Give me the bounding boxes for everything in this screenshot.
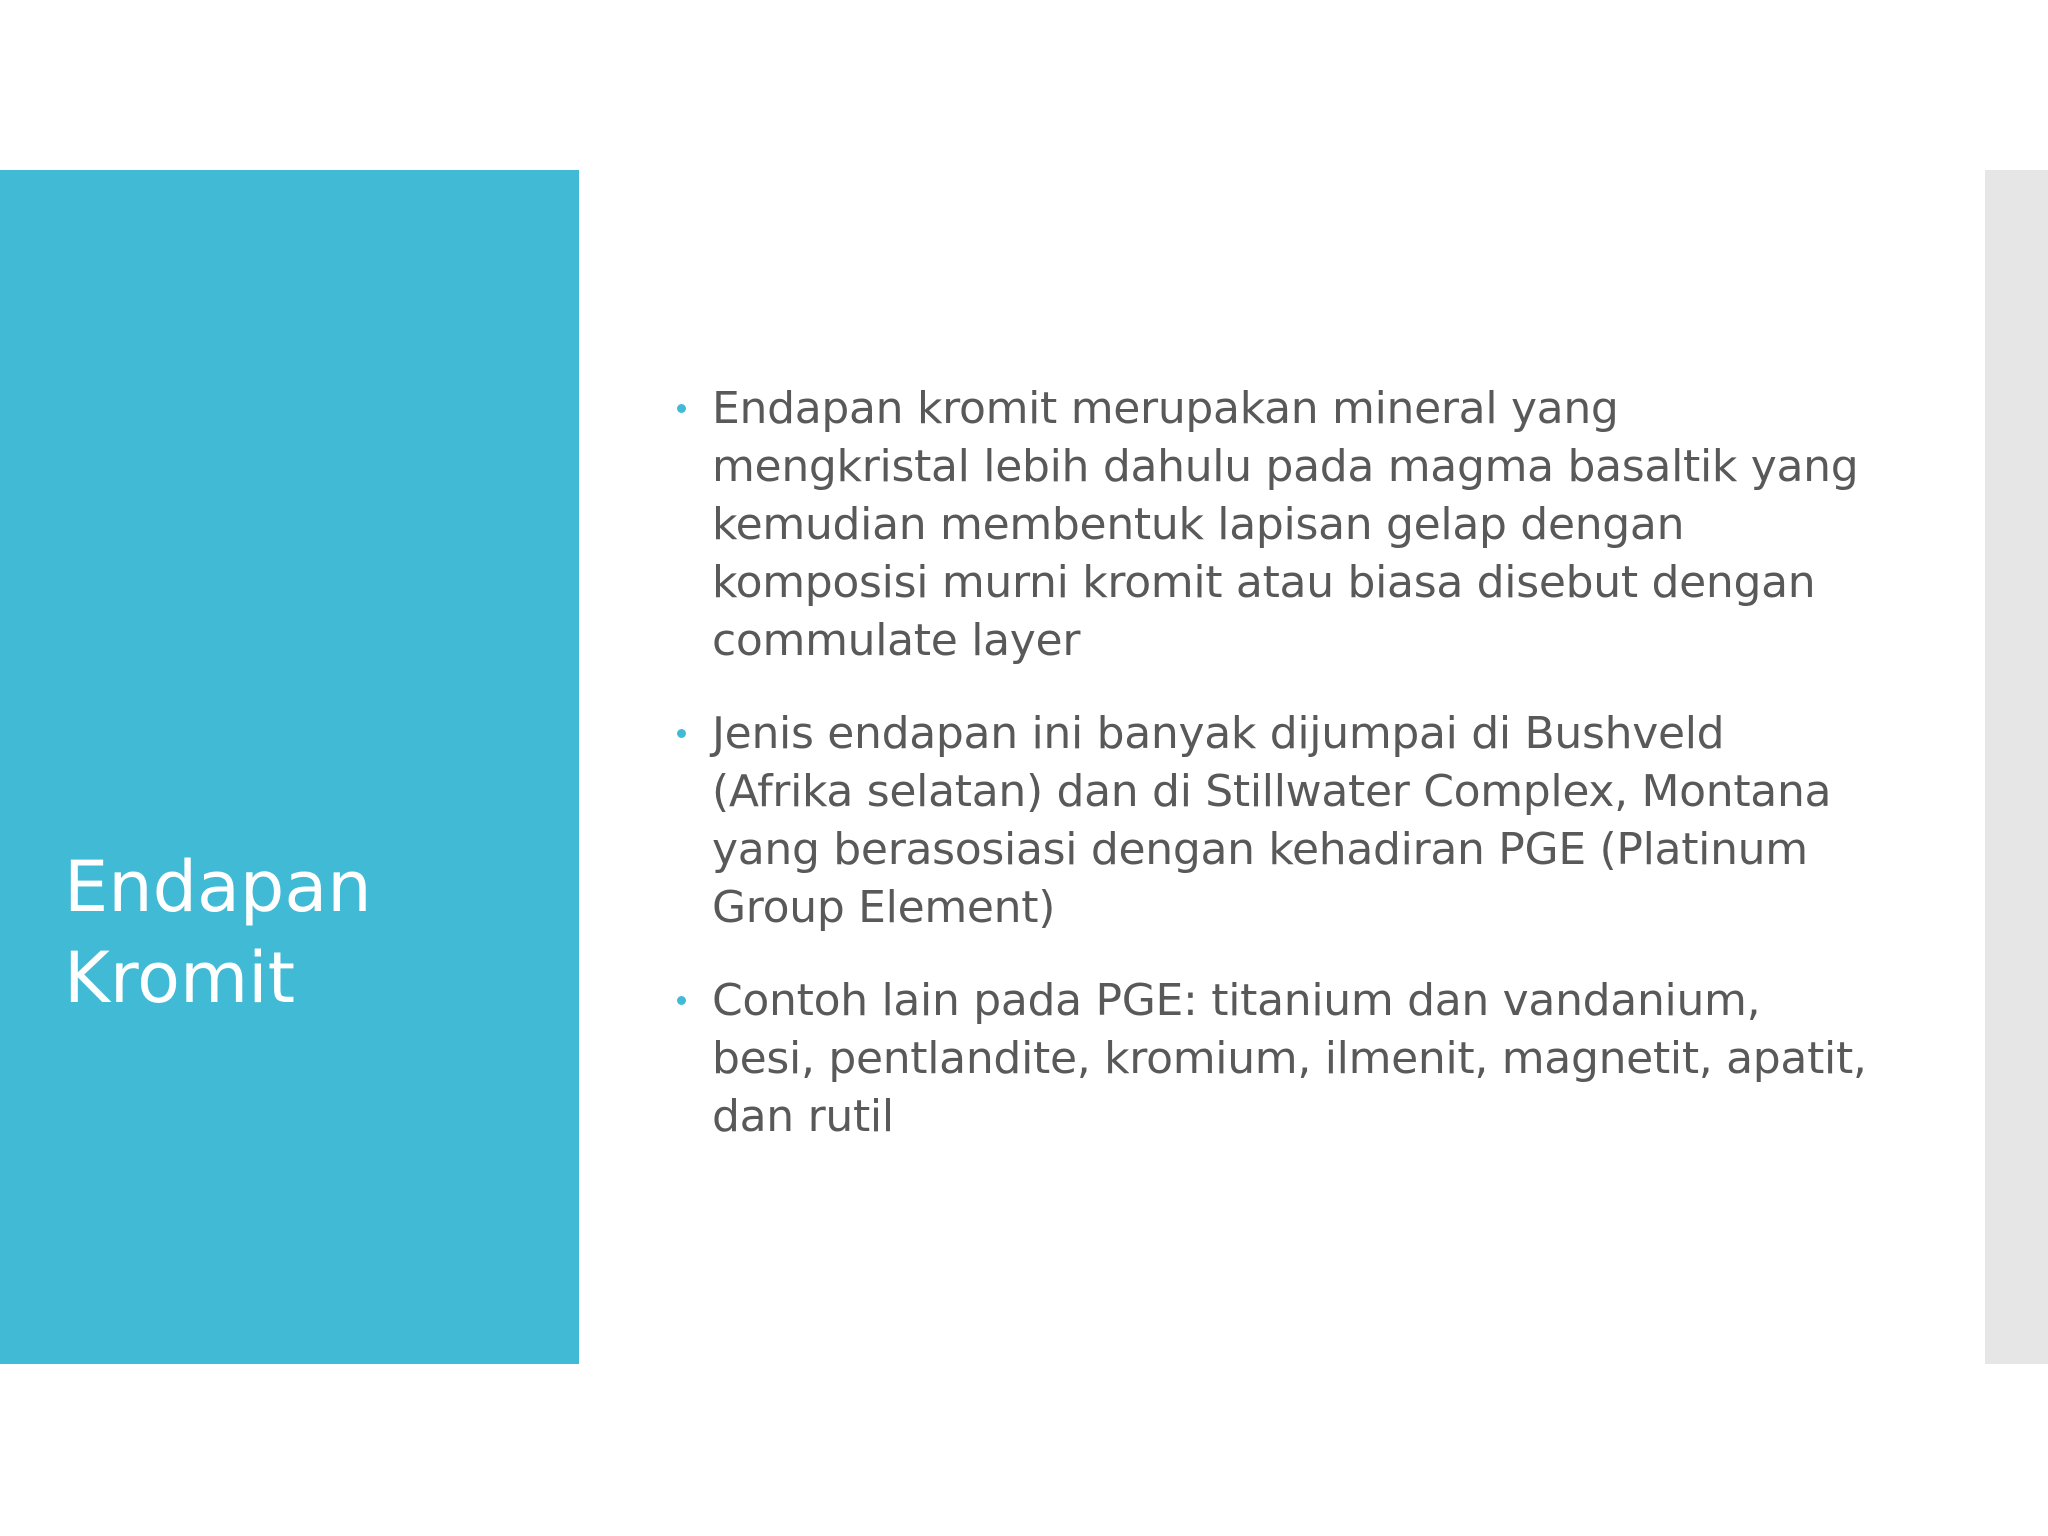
side-strip [1985, 170, 2048, 1364]
bullet-dot-icon [677, 996, 686, 1005]
bullet-item [672, 705, 1872, 937]
title-panel [0, 170, 579, 1364]
bullet-dot-icon [677, 729, 686, 738]
slide-title: Endapan Kromit [64, 846, 372, 1019]
bullet-item [672, 380, 1872, 670]
bullet-list [672, 380, 1872, 1181]
bullet-dot-icon [677, 404, 686, 413]
bullet-item [672, 972, 1872, 1146]
bullet-text: Jenis endapan ini banyak dijumpai di Bushveld (Afrika selatan) dan di Stillwater Complex, Montana yang berasosiasi dengan kehadiran PGE (Platinum Group Element) [712, 708, 1832, 933]
bullet-text: Endapan kromit merupakan mineral yang mengkristal lebih dahulu pada magma basaltik yang kemudian membentuk lapisan gelap dengan komposisi murni kromit atau biasa disebut dengan commulate layer [712, 383, 1859, 666]
bullet-text: Contoh lain pada PGE: titanium dan vandanium, besi, pentlandite, kromium, ilmenit, magnetit, apatit, dan rutil [712, 975, 1867, 1142]
